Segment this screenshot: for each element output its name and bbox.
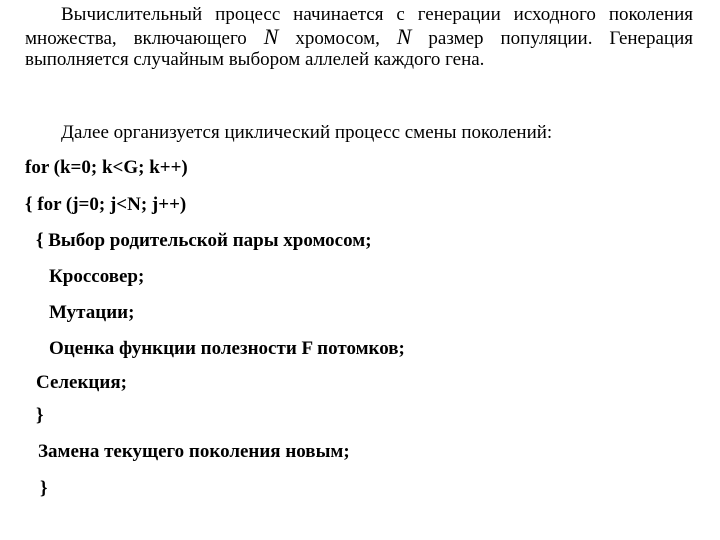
code-line-for-j: { for (j=0; j<N; j++) [25, 194, 187, 215]
code-line-fitness: Оценка функции полезности F потомков; [49, 338, 405, 359]
code-line-for-k: for (k=0; k<G; k++) [25, 157, 188, 178]
code-line-select-parents: { Выбор родительской пары хромосом; [36, 230, 372, 251]
intro-text-part2: хромосом, [278, 27, 397, 49]
variable-n-1: N [263, 23, 279, 49]
intro-text-part1: Вычислительный процесс начинается с генерации исходного поколения множества, включающего [25, 4, 693, 49]
intro-paragraph [25, 4, 693, 71]
cycle-paragraph [25, 122, 693, 144]
code-line-close-outer: } [40, 478, 48, 499]
code-line-mutation: Мутации; [49, 302, 135, 323]
code-line-selection: Селекция; [36, 372, 127, 393]
intro-text-part3: размер популяции. Генерация выполняется случайным выбором аллелей каждого гена. [25, 27, 693, 70]
cycle-text: Далее организуется циклический процесс смены поколений: [61, 122, 553, 143]
code-line-replace: Замена текущего поколения новым; [38, 441, 350, 462]
code-line-crossover: Кроссовер; [49, 266, 145, 287]
variable-n-2: N [396, 23, 412, 49]
code-line-close-inner: } [36, 405, 44, 426]
